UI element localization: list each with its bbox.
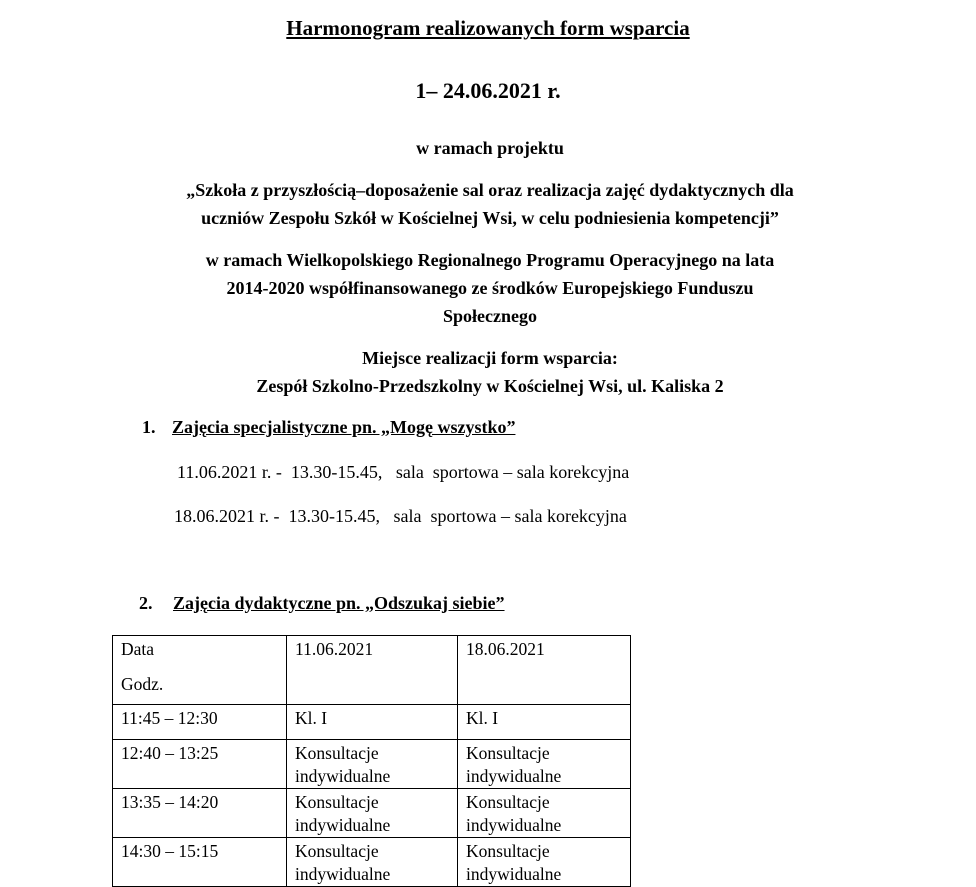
activity-cell: Konsultacje indywidualne [458,789,631,838]
project-name-line-2: uczniów Zespołu Szkół w Kościelnej Wsi, w celu podniesienia kompetencji” [201,208,779,228]
location [0,344,976,400]
header-cell-date-2: 18.06.2021 [458,636,631,705]
activity-cell: Konsultacje indywidualne [287,740,458,789]
table-header-row [113,636,631,705]
activity-cell: Kl. I [287,705,458,740]
time-cell: 11:45 – 12:30 [113,705,287,740]
activity-cell: Konsultacje indywidualne [287,838,458,887]
date-range: 1– 24.06.2021 r. [415,78,561,103]
time-cell: 13:35 – 14:20 [113,789,287,838]
section-2-title: Zajęcia dydaktyczne pn. „Odszukaj siebie” [173,593,505,613]
program-line-1: w ramach Wielkopolskiego Regionalnego Programu Operacyjnego na lata [205,250,775,270]
program-line-2: 2014-2020 współfinansowanego ze środków Europejskiego Funduszu [226,278,754,298]
header-cell-date-time [113,636,287,705]
header-cell-date-1: 11.06.2021 [287,636,458,705]
section-1-entry: 11.06.2021 r. - 13.30-15.45, sala sportowa – sala korekcyjna [177,462,630,482]
time-cell: 12:40 – 13:25 [113,740,287,789]
program-line-3: Społecznego [443,306,537,326]
project-name [0,176,976,232]
table-row [113,740,631,789]
section-1-heading [142,417,515,438]
location-label: Miejsce realizacji form wsparcia: [362,348,618,368]
project-name-line-1: „Szkoła z przyszłością–doposażenie sal oraz realizacja zajęć dydaktycznych dla [186,180,794,200]
section-2-heading [139,593,505,614]
table-row [113,705,631,740]
section-1-number: 1. [142,417,156,437]
schedule-table [112,635,631,887]
activity-cell: Konsultacje indywidualne [458,740,631,789]
location-value: Zespół Szkolno-Przedszkolny w Kościelnej Wsi, ul. Kaliska 2 [256,376,724,396]
header-date-label: Data [121,639,155,659]
program-description [0,246,976,330]
time-cell: 14:30 – 15:15 [113,838,287,887]
section-1-title: Zajęcia specjalistyczne pn. „Mogę wszystko” [172,417,516,437]
section-1-entry: 18.06.2021 r. - 13.30-15.45, sala sportowa – sala korekcyjna [174,506,627,526]
activity-cell: Konsultacje indywidualne [458,838,631,887]
project-intro: w ramach projektu [416,138,564,158]
section-2-number: 2. [139,593,153,613]
table-row [113,838,631,887]
header-time-label: Godz. [121,674,164,694]
activity-cell: Kl. I [458,705,631,740]
document-title: Harmonogram realizowanych form wsparcia [286,16,690,40]
activity-cell: Konsultacje indywidualne [287,789,458,838]
table-row [113,789,631,838]
